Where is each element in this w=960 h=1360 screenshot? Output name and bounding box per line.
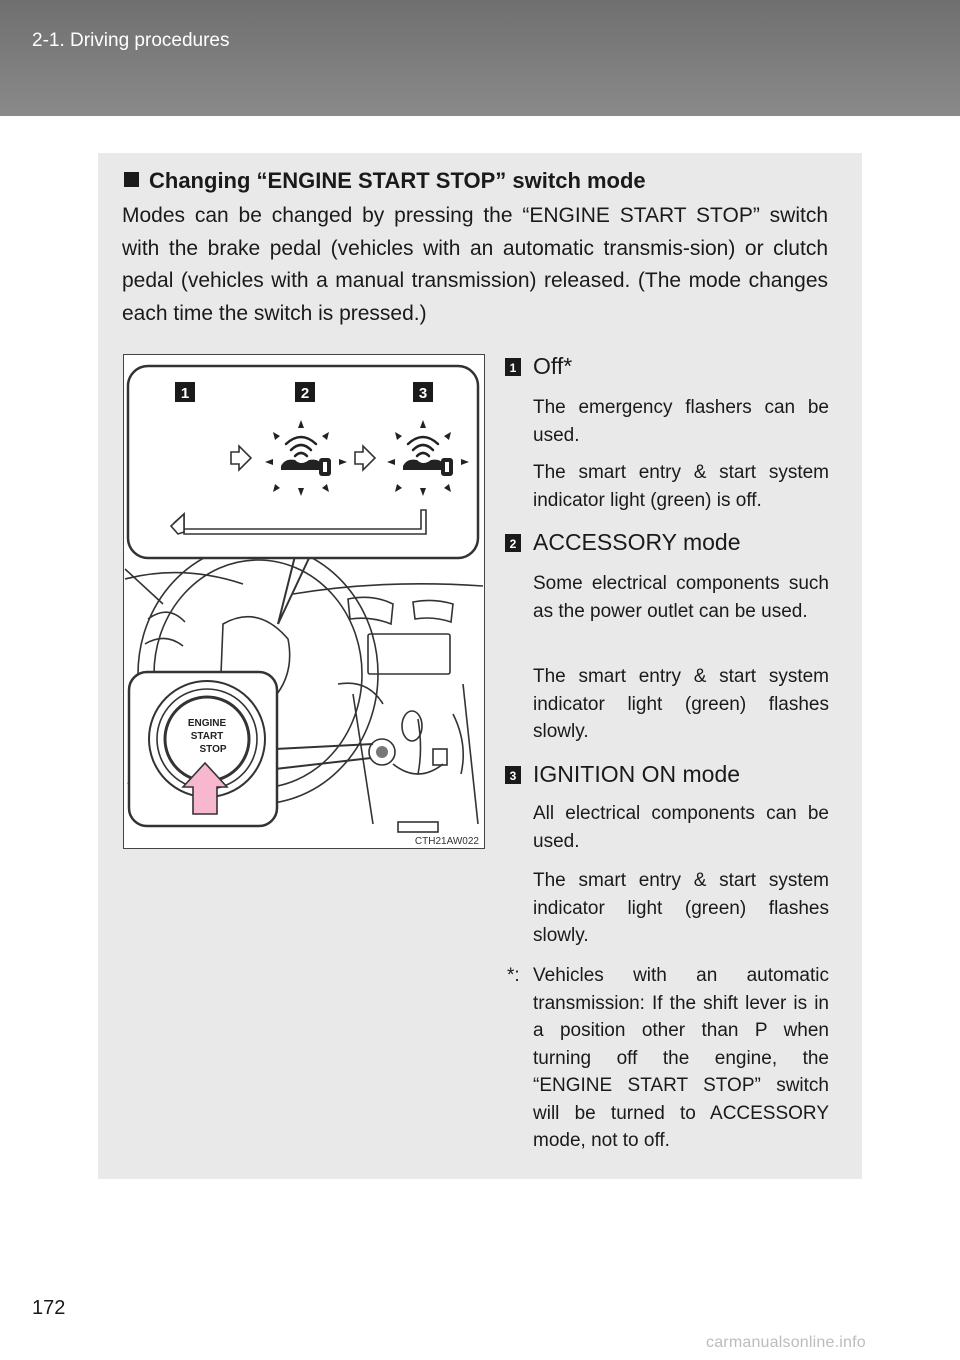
footnote-mark: *: xyxy=(507,965,520,986)
mode-ignition-on-paragraph-2: The smart entry & start system indicator light (green) flashes slowly. xyxy=(533,870,829,946)
mode-ignition-on-paragraph-1: All electrical components can be used. xyxy=(533,803,829,852)
callout-2-number: 2 xyxy=(300,385,310,402)
callout-3-number: 3 xyxy=(418,385,428,402)
mode-off-paragraph-1: The emergency flashers can be used. xyxy=(533,397,829,446)
watermark: carmanualsonline.info xyxy=(706,1334,866,1351)
mode-accessory-paragraph-2: The smart entry & start system indicator light (green) flashes slowly. xyxy=(533,666,829,742)
section-heading-text: Changing “ENGINE START STOP” switch mode xyxy=(149,168,646,193)
mode-accessory-paragraph-1: Some electrical components such as the power outlet can be used. xyxy=(533,573,829,622)
section-title: 2-1. Driving procedures xyxy=(32,30,230,51)
footnote-text: Vehicles with an automatic transmission: If the shift lever is in a position other than P when turning off the engine, the “ENGINE START STOP” switch will be turned to ACCESSORY mode, not to off. xyxy=(533,965,829,1151)
figure-code: CTH21AW022 xyxy=(414,836,479,847)
button-text-engine: ENGINE xyxy=(187,718,227,729)
svg-text:1: 1 xyxy=(509,361,517,375)
mode-off-title: Off* xyxy=(533,353,573,379)
footnote xyxy=(507,962,829,1155)
page-number: 172 xyxy=(32,1297,66,1319)
section-heading xyxy=(124,168,646,194)
switch-mode-illustration xyxy=(123,354,485,849)
switch-mode-figure xyxy=(123,354,485,849)
svg-text:2: 2 xyxy=(509,537,517,551)
mode-off-paragraph-2: The smart entry & start system indicator light (green) is off. xyxy=(533,462,829,511)
button-text-stop: STOP xyxy=(199,744,227,755)
number-2-icon xyxy=(505,534,521,552)
page-header xyxy=(0,0,960,116)
button-text-start: START xyxy=(190,731,224,742)
mode-ignition-on-title: IGNITION ON mode xyxy=(533,761,741,787)
number-3-icon xyxy=(505,766,521,784)
intro-paragraph: Modes can be changed by pressing the “ENGINE START STOP” switch with the brake pedal (vehicles with an automatic transmis-sion) or clutch pedal (vehicles with a manual transmission) released. (The mode changes each time the switch is pressed.) xyxy=(122,204,828,325)
mode-accessory-title: ACCESSORY mode xyxy=(533,529,741,555)
square-bullet-icon xyxy=(124,172,139,187)
callout-1-number: 1 xyxy=(180,385,190,402)
number-1-icon xyxy=(505,358,521,376)
svg-text:3: 3 xyxy=(509,769,517,783)
